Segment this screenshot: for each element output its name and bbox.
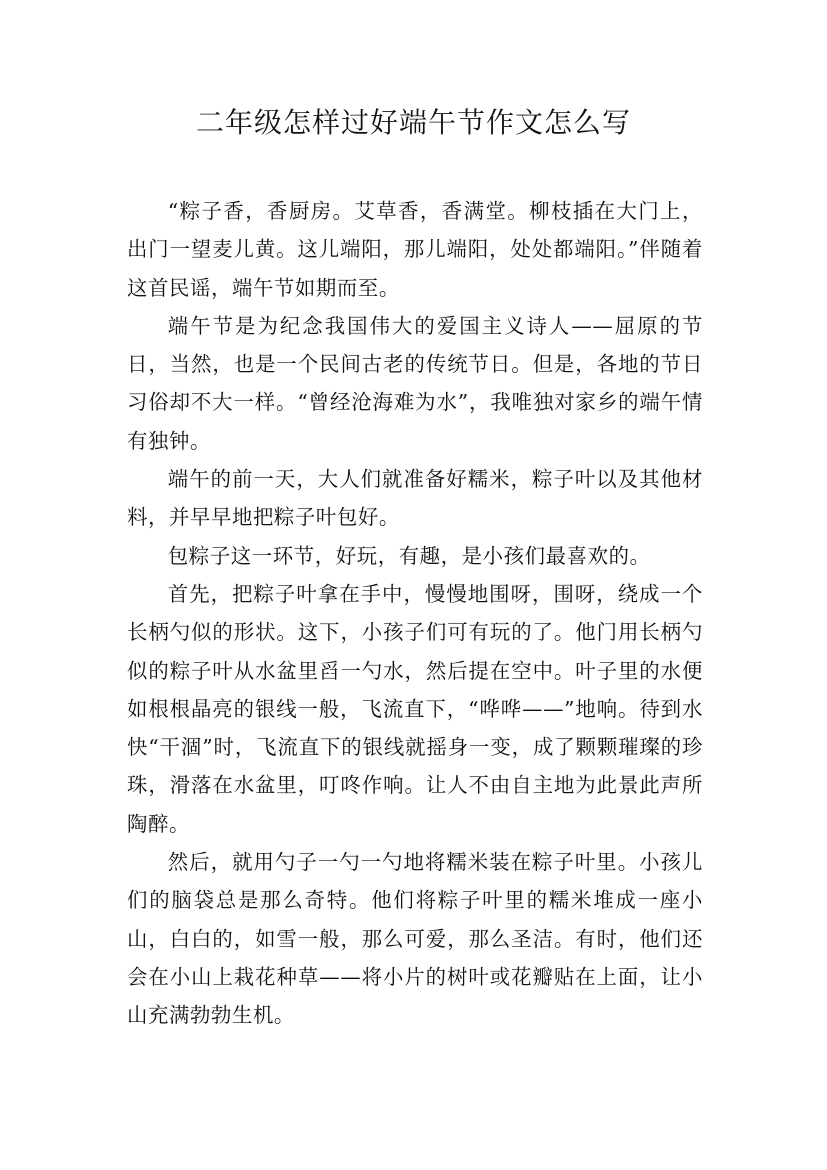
paragraph: 端午的前一天，大人们就准备好糯米，粽子叶以及其他材料，并早早地把粽子叶包好。 <box>127 467 703 530</box>
paragraph: 包粽子这一环节，好玩，有趣，是小孩们最喜欢的。 <box>167 543 651 568</box>
paragraph: 然后，就用勺子一勺一勺地将糯米装在粽子叶里。小孩儿们的脑袋总是那么奇特。他们将粽子叶里的糯米堆成一座小山，白白的，如雪一般，那么可爱，那么圣洁。有时，他们还会在小山上栽花种草——将小片的树叶或花瓣贴在上面，让小山充满勃勃生机。 <box>127 850 703 1028</box>
document-body <box>127 192 703 1035</box>
paragraph: 首先，把粽子叶拿在手中，慢慢地围呀，围呀，绕成一个长柄勺似的形状。这下，小孩子们可有玩的了。他门用长柄勺似的粽子叶从水盆里舀一勺水，然后提在空中。叶子里的水便如根根晶亮的银线一般，飞流直下，“哗哗——”地响。待到水快“干涸”时，飞流直下的银线就摇身一变，成了颗颗璀璨的珍珠，滑落在水盆里，叮咚作响。让人不由自主地为此景此声所陶醉。 <box>127 581 703 836</box>
document-title: 二年级怎样过好端午节作文怎么写 <box>195 106 631 139</box>
paragraph: 端午节是为纪念我国伟大的爱国主义诗人——屈原的节日，当然，也是一个民间古老的传统节日。但是，各地的节日习俗却不大一样。“曾经沧海难为水”，我唯独对家乡的端午情有独钟。 <box>127 313 703 453</box>
paragraph: “粽子香，香厨房。艾草香，香满堂。柳枝插在大门上，出门一望麦儿黄。这儿端阳，那儿端阳，处处都端阳。”伴随着这首民谣，端午节如期而至。 <box>127 199 703 300</box>
